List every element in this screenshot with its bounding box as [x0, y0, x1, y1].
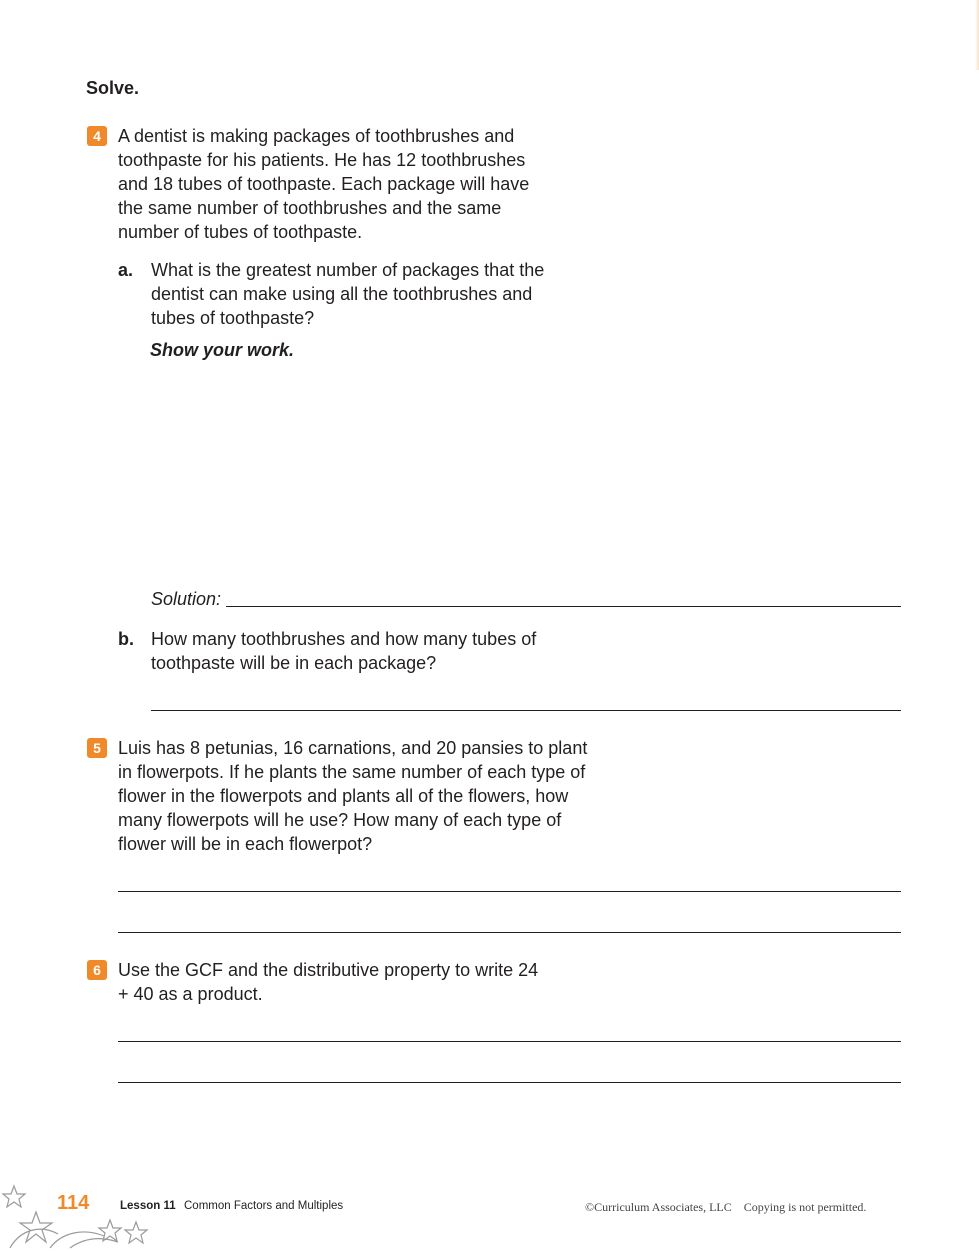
section-heading: Solve. — [86, 78, 140, 98]
part-a-label: a. — [118, 260, 134, 280]
show-work-label: Show your work. — [150, 340, 295, 360]
part-b-text: How many toothbrushes and how many tubes of toothpaste will be in each package? — [151, 629, 537, 673]
part-b-answer-line[interactable] — [151, 710, 901, 711]
problem-4-badge: 4 — [87, 126, 107, 146]
page-number: 114 — [57, 1192, 90, 1214]
footer-copyright: ©Curriculum Associates, LLC Copying is not permitted. — [585, 1200, 867, 1214]
part-a-text: What is the greatest number of packages that the dentist can make using all the toothbrushes and tubes of toothpaste? — [151, 260, 545, 328]
problem-5-text: Luis has 8 petunias, 16 carnations, and 20 pansies to plant in flowerpots. If he plants the same number of each type of flower in the flowerpots and plants all of the flowers, how many flowerpots will he use? How many of each type of flower will be in each flowerpot? — [118, 738, 588, 854]
problem-5-answer-line-1[interactable] — [118, 891, 901, 892]
page-edge-shade — [975, 0, 979, 70]
footer-lesson: Lesson 11 — [120, 1200, 176, 1212]
problem-6-text: Use the GCF and the distributive property to write 24 + 40 as a product. — [118, 960, 539, 1004]
problem-6-answer-line-2[interactable] — [118, 1082, 901, 1083]
problem-4-text: A dentist is making packages of toothbrushes and toothpaste for his patients. He has 12 toothbrushes and 18 tubes of toothpaste. Each package will have the same number of toothbrushes and the same number of tubes of toothpaste. — [118, 126, 530, 242]
problem-5-badge: 5 — [87, 738, 107, 758]
problem-6-answer-line-1[interactable] — [118, 1041, 901, 1042]
part-b-label: b. — [118, 629, 134, 649]
solution-label: Solution: — [151, 589, 222, 609]
problem-5-answer-line-2[interactable] — [118, 932, 901, 933]
footer-lesson-title: Common Factors and Multiples — [184, 1200, 344, 1212]
problem-6-badge: 6 — [87, 960, 107, 980]
solution-answer-line[interactable] — [226, 606, 901, 607]
